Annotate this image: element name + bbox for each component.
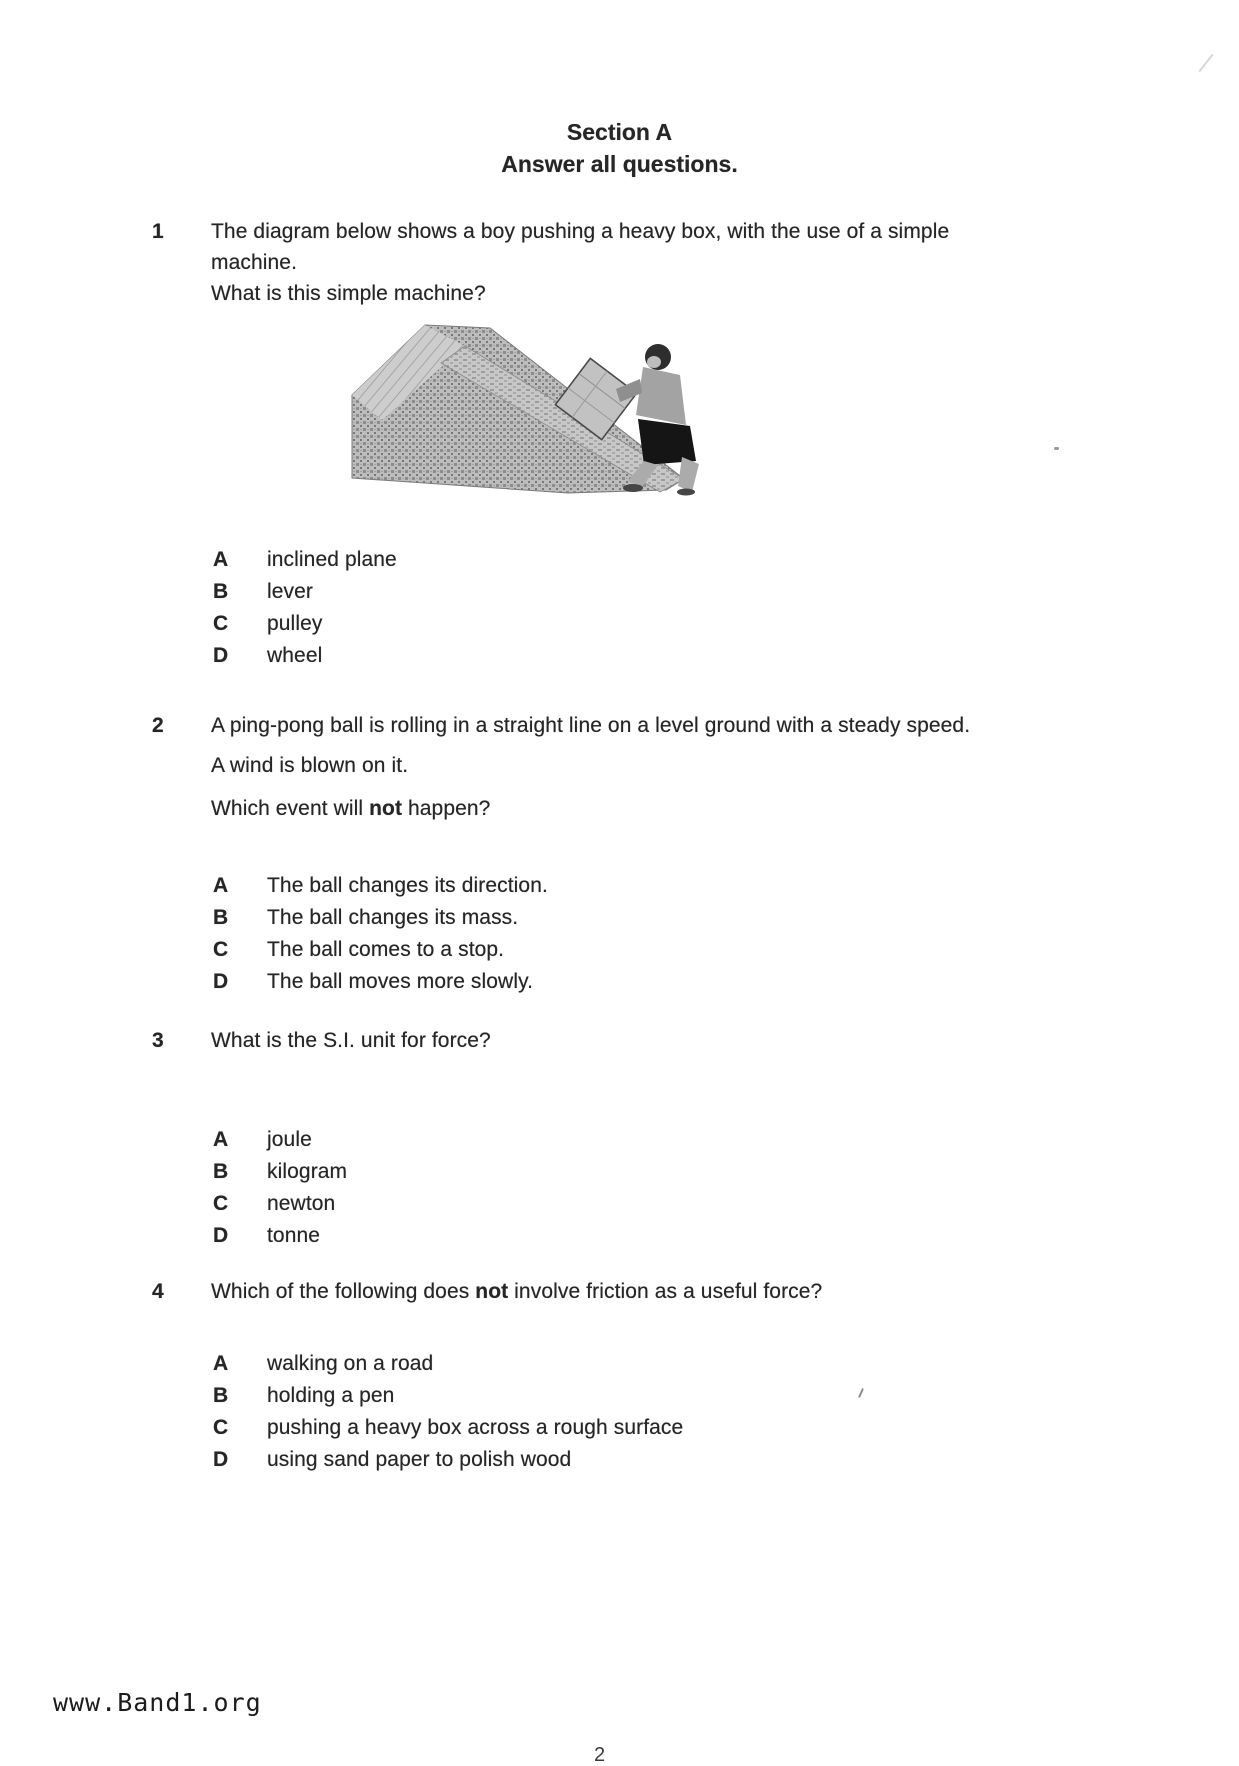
- option-row: [213, 1220, 347, 1252]
- scan-artifact-tick: [858, 1388, 864, 1398]
- option-letter: B: [213, 906, 229, 929]
- option-row: [213, 1412, 683, 1444]
- option-row: [213, 1380, 683, 1412]
- page-number-clipped: [594, 1744, 614, 1766]
- option-row: [213, 1124, 347, 1156]
- option-text: newton: [267, 1192, 336, 1215]
- question-4-line-bold: not: [475, 1280, 509, 1303]
- option-letter: B: [213, 1160, 229, 1183]
- option-letter: D: [213, 1224, 229, 1247]
- option-row: [213, 870, 548, 902]
- option-letter: D: [213, 644, 229, 667]
- question-2-line-2: A wind is blown on it.: [211, 754, 409, 777]
- option-text: The ball moves more slowly.: [267, 970, 534, 993]
- scan-artifact-dot: [1054, 447, 1059, 450]
- option-text: holding a pen: [267, 1384, 395, 1407]
- question-4-number: 4: [152, 1280, 164, 1303]
- option-row: [213, 1348, 683, 1380]
- inclined-plane-illustration: [328, 323, 686, 495]
- option-letter: C: [213, 612, 229, 635]
- boy-shirt: [636, 367, 686, 425]
- option-text: pushing a heavy box across a rough surface: [267, 1416, 684, 1439]
- question-3-options: [213, 1124, 347, 1252]
- option-text: The ball changes its direction.: [267, 874, 548, 897]
- boy-front-foot: [623, 484, 643, 492]
- boy-rear-leg: [678, 457, 699, 492]
- option-row: [213, 608, 397, 640]
- option-text: pulley: [267, 612, 323, 635]
- question-1-options: [213, 544, 397, 672]
- option-text: The ball comes to a stop.: [267, 938, 505, 961]
- boy-rear-foot: [677, 489, 695, 496]
- option-row: [213, 640, 397, 672]
- option-row: [213, 576, 397, 608]
- option-row: [213, 544, 397, 576]
- question-3-line-1: What is the S.I. unit for force?: [211, 1029, 491, 1052]
- option-letter: C: [213, 938, 229, 961]
- option-text: walking on a road: [267, 1352, 434, 1375]
- question-1-text: [211, 216, 1091, 309]
- option-row: [213, 1156, 347, 1188]
- website-watermark: www.Band1.org: [53, 1688, 262, 1717]
- question-2-options: [213, 870, 548, 998]
- option-row: [213, 1188, 347, 1220]
- option-text: The ball changes its mass.: [267, 906, 519, 929]
- option-row: [213, 1444, 683, 1476]
- option-letter: D: [213, 1448, 229, 1471]
- question-1-line-2: machine.: [211, 251, 298, 274]
- question-1-line-3: What is this simple machine?: [211, 282, 486, 305]
- option-letter: B: [213, 580, 229, 603]
- option-letter: A: [213, 874, 229, 897]
- question-4-line-pre: Which of the following does: [211, 1280, 476, 1303]
- option-letter: B: [213, 1384, 229, 1407]
- option-text: using sand paper to polish wood: [267, 1448, 572, 1471]
- option-row: [213, 934, 548, 966]
- question-2-line-3-post: happen?: [402, 797, 491, 820]
- option-letter: C: [213, 1192, 229, 1215]
- option-letter: A: [213, 1352, 229, 1375]
- option-row: [213, 902, 548, 934]
- scan-artifact-mark: [1198, 54, 1213, 73]
- option-letter: D: [213, 970, 229, 993]
- option-text: kilogram: [267, 1160, 348, 1183]
- option-text: lever: [267, 580, 314, 603]
- option-letter: A: [213, 1128, 229, 1151]
- question-2-number: 2: [152, 714, 164, 737]
- option-letter: C: [213, 1416, 229, 1439]
- question-2-line-3-pre: Which event will: [211, 797, 370, 820]
- question-4-line-post: involve friction as a useful force?: [508, 1280, 823, 1303]
- boy-shorts: [638, 419, 696, 465]
- option-text: joule: [267, 1128, 312, 1151]
- question-4-line-1: [211, 1278, 1161, 1306]
- option-text: wheel: [267, 644, 323, 667]
- boy-face: [647, 356, 661, 368]
- option-letter: A: [213, 548, 229, 571]
- section-title: Section A: [566, 119, 673, 145]
- option-text: inclined plane: [267, 548, 397, 571]
- option-row: [213, 966, 548, 998]
- question-3-number: 3: [152, 1029, 164, 1052]
- question-2-line-3-bold: not: [369, 797, 403, 820]
- page-number: 2: [594, 1744, 606, 1766]
- section-instruction: Answer all questions.: [501, 151, 738, 177]
- question-2-line-3: [211, 795, 1111, 823]
- question-1-line-1: The diagram below shows a boy pushing a heavy box, with the use of a simple: [211, 220, 950, 243]
- question-4-options: [213, 1348, 683, 1476]
- option-text: tonne: [267, 1224, 321, 1247]
- inclined-plane-figure: [328, 323, 686, 495]
- question-1-number: 1: [152, 220, 164, 243]
- question-2-line-1: A ping-pong ball is rolling in a straight line on a level ground with a steady speed.: [211, 714, 971, 737]
